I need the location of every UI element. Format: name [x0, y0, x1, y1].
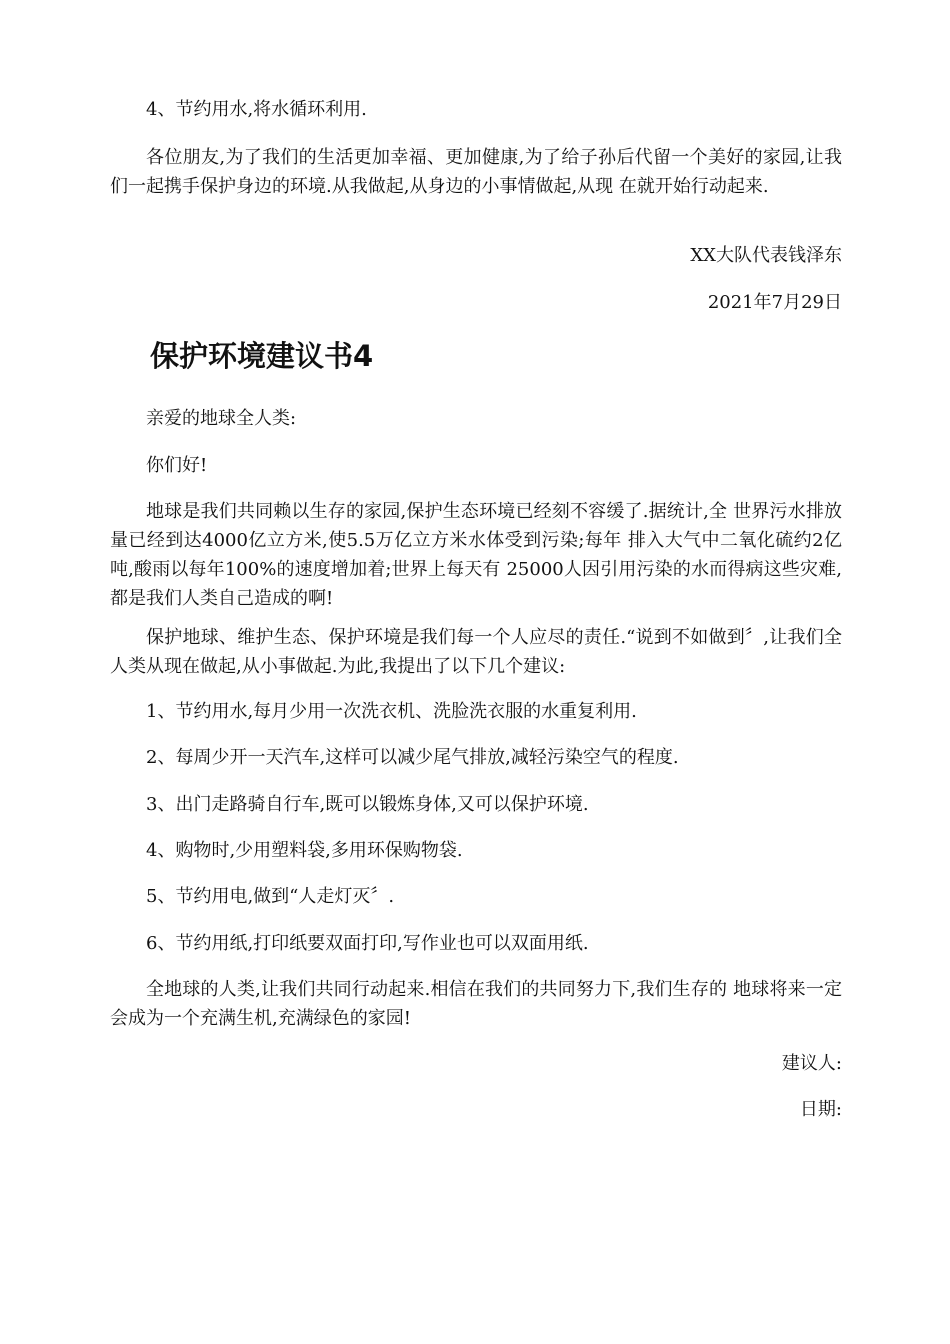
prev-closing-paragraph: 各位朋友,为了我们的生活更加幸福、更加健康,为了给子孙后代留一个美好的家园,让我们一起携手保护身边的环境.从我做起,从身边的小事情做起,从现 在就开始行动起来. — [110, 147, 842, 197]
prev-signer: XX大队代表钱泽东 — [690, 245, 842, 266]
paragraph-responsibility: 保护地球、维护生态、保护环境是我们每一个人应尽的责任.“说到不如做到〞,让我们全人类从现在做起,从小事做起.为此,我提出了以下几个建议: — [110, 627, 842, 677]
letter-title: 保护环境建议书4 — [150, 339, 374, 373]
suggestion-item-5: 5、节约用电,做到“人走灯灭〞. — [146, 886, 395, 907]
salutation: 亲爱的地球全人类: — [146, 408, 297, 429]
suggestion-item-1: 1、节约用水,每月少用一次洗衣机、洗脸洗衣服的水重复利用. — [146, 701, 637, 722]
date-label: 日期: — [799, 1099, 842, 1120]
suggestion-item-4: 4、购物时,少用塑料袋,多用环保购物袋. — [146, 840, 463, 861]
suggestion-item-3: 3、出门走路骑自行车,既可以锻炼身体,又可以保护环境. — [146, 794, 589, 815]
suggestion-item-2: 2、每周少开一天汽车,这样可以减少尾气排放,减轻污染空气的程度. — [146, 747, 679, 768]
prev-item-4: 4、节约用水,将水循环利用. — [146, 99, 367, 120]
paragraph-statistics: 地球是我们共同赖以生存的家园,保护生态环境已经刻不容缓了.据统计,全 世界污水排放量已经到达4000亿立方米,使5.5万亿立方米水体受到污染;每年 排入大气中二氧化硫约2亿吨,酸雨以每年100%的速度增加着;世界上每天有 25000人因引用污染的水而得病这些灾难,都是我们人类自己造成的啊! — [110, 501, 842, 609]
suggestion-item-6: 6、节约用纸,打印纸要双面打印,写作业也可以双面用纸. — [146, 933, 589, 954]
greeting: 你们好! — [146, 455, 208, 476]
proposer-label: 建议人: — [781, 1053, 842, 1074]
conclusion-paragraph: 全地球的人类,让我们共同行动起来.相信在我们的共同努力下,我们生存的 地球将来一定会成为一个充满生机,充满绿色的家园! — [110, 979, 842, 1029]
prev-date: 2021年7月29日 — [707, 292, 842, 313]
